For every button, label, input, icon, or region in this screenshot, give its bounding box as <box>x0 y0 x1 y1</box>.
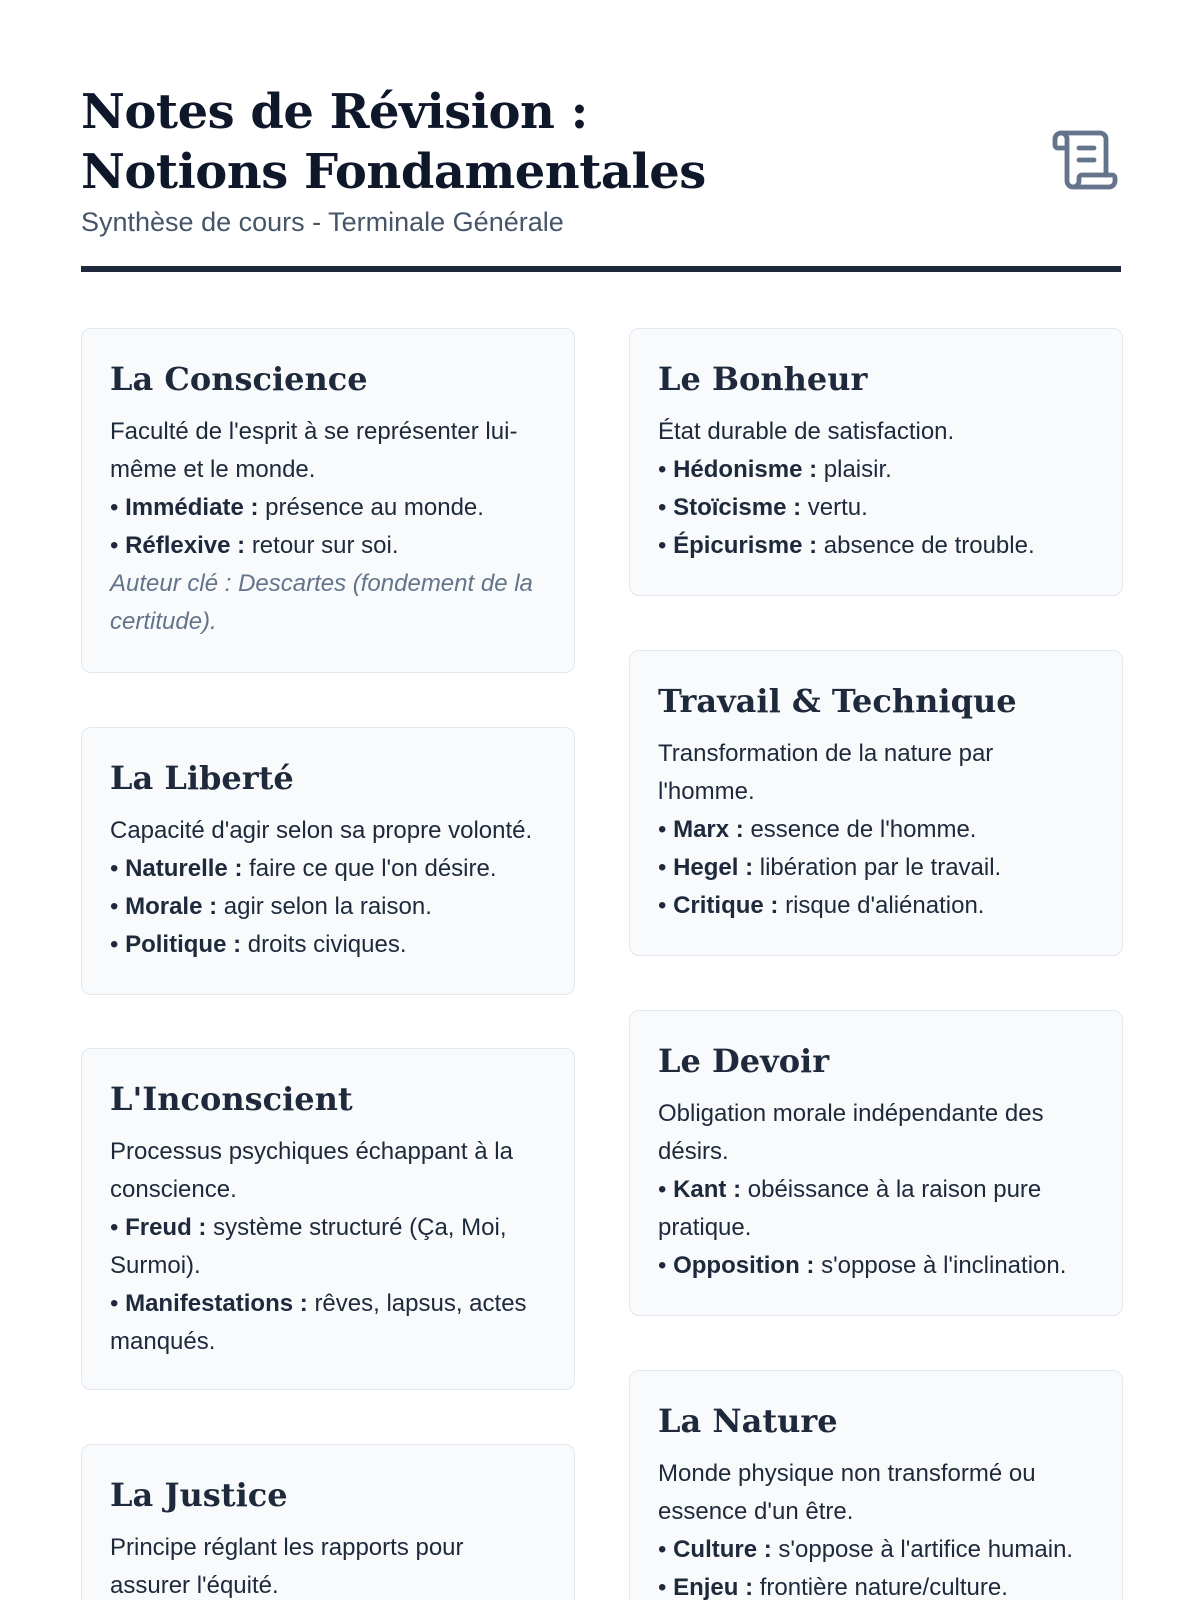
list-item: • Critique : risque d'aliénation. <box>658 892 985 919</box>
list-item-text: plaisir. <box>823 456 892 483</box>
list-item-term: Politique : <box>125 931 242 958</box>
card-definition: Monde physique non transformé ou essence d'un être. <box>658 1460 1036 1525</box>
list-item-term: Enjeu : <box>673 1574 754 1600</box>
list-item-term: Kant : <box>673 1176 742 1203</box>
list-item-term: Stoïcisme : <box>673 494 802 521</box>
list-item-text: s'oppose à l'artifice humain. <box>778 1536 1074 1563</box>
list-item-term: Réflexive : <box>125 532 246 559</box>
list-item: • Manifestations : rêves, lapsus, actes manqués. <box>110 1290 527 1355</box>
card-definition: État durable de satisfaction. <box>658 418 955 445</box>
list-item-text: risque d'aliénation. <box>785 892 985 919</box>
card-title: Le Bonheur <box>658 360 868 398</box>
list-item-term: Hegel : <box>673 854 754 881</box>
card-devoir <box>629 1010 1123 1316</box>
list-item: • Naturelle : faire ce que l'on désire. <box>110 855 497 882</box>
list-item-text: agir selon la raison. <box>223 893 432 920</box>
list-item: • Réflexive : retour sur soi. <box>110 532 399 559</box>
list-item-term: Immédiate : <box>125 494 259 521</box>
card-definition: Transformation de la nature par l'homme. <box>658 740 994 805</box>
card-note: Auteur clé : Descartes (fondement de la certitude). <box>110 570 533 635</box>
list-item: • Kant : obéissance à la raison pure pratique. <box>658 1176 1042 1241</box>
list-item-text: rêves, lapsus, actes manqués. <box>110 1290 527 1355</box>
list-item-term: Épicurisme : <box>673 532 818 559</box>
list-item: • Morale : agir selon la raison. <box>110 893 432 920</box>
list-item: • Épicurisme : absence de trouble. <box>658 532 1035 559</box>
list-item-text: présence au monde. <box>265 494 484 521</box>
list-item-term: Culture : <box>673 1536 772 1563</box>
list-item: • Hédonisme : plaisir. <box>658 456 892 483</box>
list-item-text: libération par le travail. <box>759 854 1002 881</box>
card-bonheur <box>629 328 1123 596</box>
card-inconscient <box>81 1048 575 1390</box>
list-item: • Opposition : s'oppose à l'inclination. <box>658 1252 1067 1279</box>
page-header <box>81 82 1121 274</box>
scroll-icon <box>1049 124 1121 196</box>
list-item-term: Opposition : <box>673 1252 815 1279</box>
list-item-term: Morale : <box>125 893 218 920</box>
list-item-text: essence de l'homme. <box>750 816 977 843</box>
list-item-text: vertu. <box>807 494 868 521</box>
card-title: Le Devoir <box>658 1042 830 1080</box>
list-item: • Stoïcisme : vertu. <box>658 494 868 521</box>
card-conscience <box>81 328 575 673</box>
page-title: Notes de Révision : Notions Fondamentales <box>81 84 706 200</box>
list-item: • Enjeu : frontière nature/culture. <box>658 1574 1008 1600</box>
card-nature <box>629 1370 1123 1600</box>
card-title: L'Inconscient <box>110 1080 353 1118</box>
card-list <box>658 451 1096 565</box>
card-list <box>658 1531 1096 1600</box>
card-title: Travail & Technique <box>658 682 1017 720</box>
list-item-term: Marx : <box>673 816 744 843</box>
list-item: • Culture : s'oppose à l'artifice humain. <box>658 1536 1074 1563</box>
card-list <box>658 1171 1096 1285</box>
list-item-text: droits civiques. <box>247 931 407 958</box>
card-definition: Principe réglant les rapports pour assurer l'équité. <box>110 1534 464 1599</box>
list-item-text: système structuré (Ça, Moi, Surmoi). <box>110 1214 507 1279</box>
card-justice <box>81 1444 575 1600</box>
header-divider <box>81 266 1121 272</box>
list-item: • Hegel : libération par le travail. <box>658 854 1002 881</box>
card-travail-technique <box>629 650 1123 956</box>
card-definition: Obligation morale indépendante des désirs. <box>658 1100 1044 1165</box>
card-definition: Capacité d'agir selon sa propre volonté. <box>110 817 533 844</box>
list-item: • Marx : essence de l'homme. <box>658 816 977 843</box>
card-title: La Conscience <box>110 360 368 398</box>
card-definition: Faculté de l'esprit à se représenter lui-même et le monde. <box>110 418 518 483</box>
card-title: La Liberté <box>110 759 294 797</box>
list-item: • Immédiate : présence au monde. <box>110 494 484 521</box>
list-item-term: Freud : <box>125 1214 207 1241</box>
card-liberte <box>81 727 575 995</box>
list-item-term: Hédonisme : <box>673 456 818 483</box>
card-definition: Processus psychiques échappant à la conscience. <box>110 1138 513 1203</box>
list-item-text: faire ce que l'on désire. <box>249 855 497 882</box>
page-subtitle: Synthèse de cours - Terminale Générale <box>81 207 564 237</box>
card-list <box>110 850 548 964</box>
list-item-text: absence de trouble. <box>823 532 1035 559</box>
list-item-term: Manifestations : <box>125 1290 308 1317</box>
list-item-text: frontière nature/culture. <box>759 1574 1008 1600</box>
list-item: • Politique : droits civiques. <box>110 931 407 958</box>
list-item: • Freud : système structuré (Ça, Moi, Surmoi). <box>110 1214 507 1279</box>
card-title: La Nature <box>658 1402 838 1440</box>
card-list <box>110 489 548 565</box>
card-list <box>110 1209 548 1361</box>
list-item-term: Critique : <box>673 892 779 919</box>
card-list <box>658 811 1096 925</box>
card-title: La Justice <box>110 1476 288 1514</box>
list-item-term: Naturelle : <box>125 855 243 882</box>
list-item-text: s'oppose à l'inclination. <box>821 1252 1067 1279</box>
list-item-text: retour sur soi. <box>251 532 399 559</box>
list-item-text: obéissance à la raison pure pratique. <box>658 1176 1042 1241</box>
